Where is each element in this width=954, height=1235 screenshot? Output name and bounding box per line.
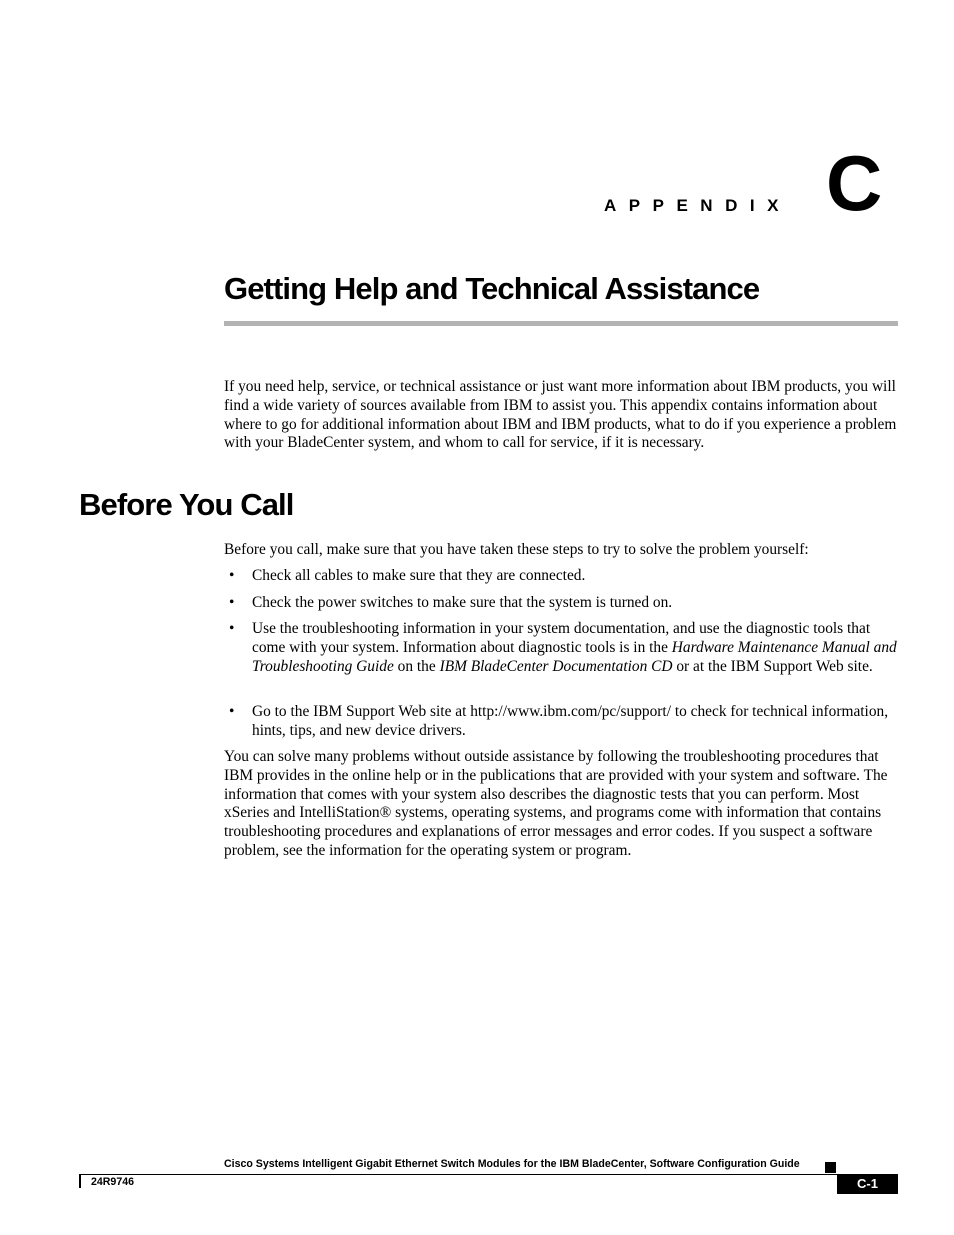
text-run: on the: [393, 657, 440, 675]
chapter-title: Getting Help and Technical Assistance: [224, 271, 760, 306]
list-item-text: Go to the IBM Support Web site at http://www.ibm.com/pc/support/ to check for technical information, hints, tips, and new device drivers.: [252, 703, 889, 739]
section-heading: Before You Call: [79, 487, 294, 522]
list-item-text: Check the power switches to make sure that the system is turned on.: [252, 594, 673, 611]
footer-marker: [825, 1162, 836, 1173]
list-item: [224, 703, 898, 741]
closing-paragraph: You can solve many problems without outside assistance by following the troubleshooting procedures that IBM provides in the online help or in the publications that are provided with your system and software. The information that comes with your system also describes the diagnostic tests that you can perform. Most xSeries and IntelliStation® systems, operating systems, and programs come with information that contains troubleshooting procedures and explanations of error messages and error codes. If you suspect a software problem, see the information for the operating system or program.: [224, 748, 888, 859]
bullet-icon: •: [229, 703, 235, 720]
bullet-icon: •: [229, 594, 235, 611]
list-item-text: [252, 620, 897, 675]
cd-title: IBM BladeCenter Documentation CD: [439, 657, 673, 675]
steps-list: [224, 594, 898, 613]
list-item: [224, 567, 898, 586]
list-item-text: Check all cables to make sure that they are connected.: [252, 567, 586, 584]
steps-list: [224, 620, 898, 676]
title-rule: [224, 321, 898, 326]
steps-list: [224, 703, 898, 741]
footer-rule: [79, 1174, 837, 1175]
intro-paragraph: If you need help, service, or technical assistance or just want more information about IBM products, you will find a wide variety of sources available from IBM to assist you. This appendix contains information about where to go for additional information about IBM and IBM products, what to do if you experience a problem with your BladeCenter system, and whom to call for service, if it is necessary.: [224, 378, 897, 452]
text-run: or at the IBM Support Web site.: [672, 657, 873, 675]
bullet-icon: •: [229, 620, 235, 637]
steps-list: [224, 567, 898, 586]
footer-book-title: Cisco Systems Intelligent Gigabit Ethernet Switch Modules for the IBM BladeCenter, Software Configuration Guide: [224, 1158, 800, 1170]
bullet-icon: •: [229, 567, 235, 584]
section-lead-paragraph: Before you call, make sure that you have taken these steps to try to solve the problem yourself:: [224, 541, 809, 558]
list-item: [224, 620, 898, 676]
appendix-label: APPENDIX: [604, 196, 791, 215]
manual-title: Hardware Maintenance Manual and Troubleshooting Guide: [252, 638, 897, 675]
footer-doc-number: 24R9746: [91, 1176, 135, 1188]
footer-tick: [79, 1174, 81, 1188]
appendix-letter: C: [826, 139, 883, 227]
list-item: [224, 594, 898, 613]
page-number: C-1: [837, 1174, 898, 1194]
text-run: Use the troubleshooting information in your system documentation, and use the diagnostic tools that come with your system. Information about diagnostic tools is in the: [252, 620, 871, 656]
